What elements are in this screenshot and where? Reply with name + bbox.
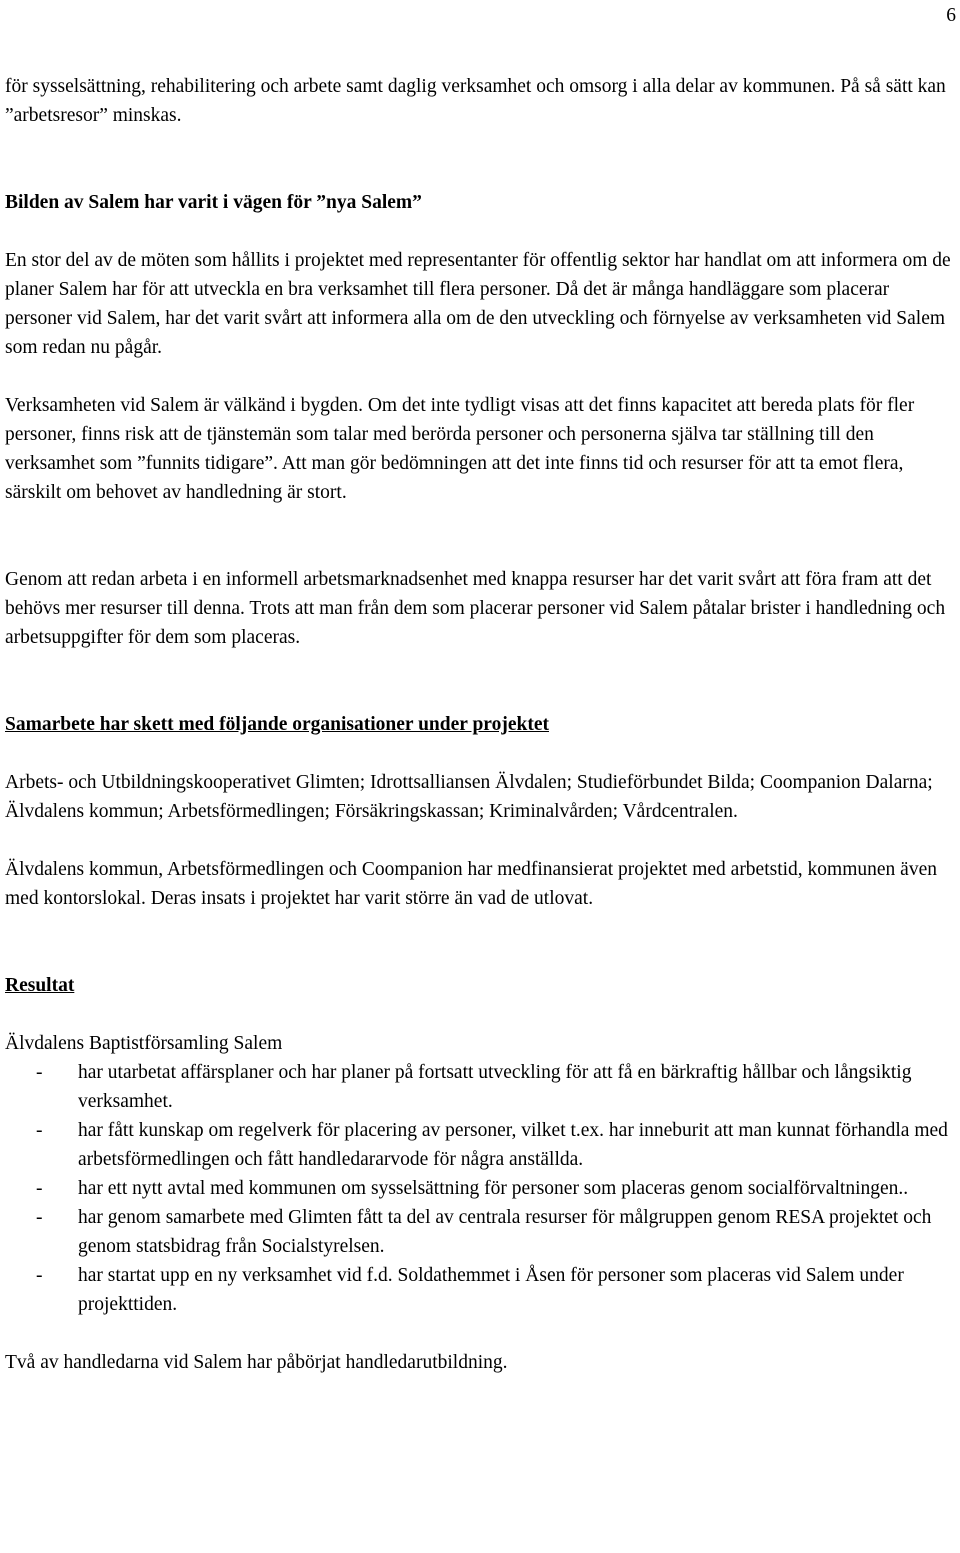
bullet-dash: - (36, 1120, 43, 1141)
results-subheading: Älvdalens Baptistförsamling Salem (5, 1033, 283, 1054)
image-paragraph-1: En stor del av de möten som hållits i projektet med representanter för offentlig sektor har handlat om att informera om de planer Salem har för att utveckla en bra verksamhet till flera personer. Då det är många handläggare som placerar personer vid Salem, har det varit svårt att informera alla om de den utveckling och förnyelse av verksamheten vid Salem som redan nu pågår. (5, 250, 951, 358)
list-item (5, 1058, 957, 1116)
list-item-text: har utarbetat affärsplaner och har planer på fortsatt utveckling för att få en bärkraftig hållbar och långsiktig verksamhet. (78, 1062, 912, 1112)
list-item (5, 1261, 957, 1319)
bullet-dash: - (36, 1062, 43, 1083)
results-closing: Två av handledarna vid Salem har påbörjat handledarutbildning. (5, 1352, 508, 1373)
intro-paragraph: för sysselsättning, rehabilitering och arbete samt daglig verksamhet och omsorg i alla delar av kommunen. På så sätt kan ”arbetsresor” minskas. (5, 76, 946, 126)
bullet-dash: - (36, 1265, 43, 1286)
section-heading-results: Resultat (5, 975, 75, 996)
list-item (5, 1116, 957, 1174)
page-number: 6 (946, 5, 956, 26)
cooperation-paragraph-2: Älvdalens kommun, Arbetsförmedlingen och Coompanion har medfinansierat projektet med arbetstid, kommunen även med kontorslokal. Deras insats i projektet har varit större än vad de utlovat. (5, 859, 937, 909)
results-list (5, 1058, 957, 1319)
bullet-dash: - (36, 1178, 43, 1199)
list-item-text: har genom samarbete med Glimten fått ta del av centrala resurser för målgruppen genom RESA projektet och genom statsbidrag från Socialstyrelsen. (78, 1207, 932, 1257)
document-body (5, 72, 957, 1377)
image-paragraph-3: Genom att redan arbeta i en informell arbetsmarknadsenhet med knappa resurser har det varit svårt att föra fram att det behövs mer resurser till denna. Trots att man från dem som placerar personer vid Salem påtalar brister i handledning och arbetsuppgifter för dem som placeras. (5, 569, 946, 648)
list-item-text: har ett nytt avtal med kommunen om sysselsättning för personer som placeras genom socialförvaltningen.. (78, 1178, 909, 1199)
section-heading-image: Bilden av Salem har varit i vägen för ”nya Salem” (5, 192, 422, 213)
bullet-dash: - (36, 1207, 43, 1228)
list-item (5, 1174, 957, 1203)
list-item-text: har fått kunskap om regelverk för placering av personer, vilket t.ex. har inneburit att man kunnat förhandla med arbetsförmedlingen och fått handledararvode för några anställda. (78, 1120, 948, 1170)
image-paragraph-2: Verksamheten vid Salem är välkänd i bygden. Om det inte tydligt visas att det finns kapacitet att bereda plats för fler personer, finns risk att de tjänstemän som talar med berörda personer och personerna själva tar ställning till den verksamhet som ”funnits tidigare”. Att man gör bedömningen att det inte finns tid och resurser för att ta emot flera, särskilt om behovet av handledning är stort. (5, 395, 915, 503)
section-heading-cooperation: Samarbete har skett med följande organisationer under projektet (5, 714, 549, 735)
list-item (5, 1203, 957, 1261)
list-item-text: har startat upp en ny verksamhet vid f.d. Soldathemmet i Åsen för personer som placeras vid Salem under projekttiden. (78, 1265, 904, 1315)
cooperation-paragraph-1: Arbets- och Utbildningskooperativet Glimten; Idrottsalliansen Älvdalen; Studieförbundet Bilda; Coompanion Dalarna; Älvdalens kommun; Arbetsförmedlingen; Försäkringskassan; Kriminalvården; Vårdcentralen. (5, 772, 933, 822)
